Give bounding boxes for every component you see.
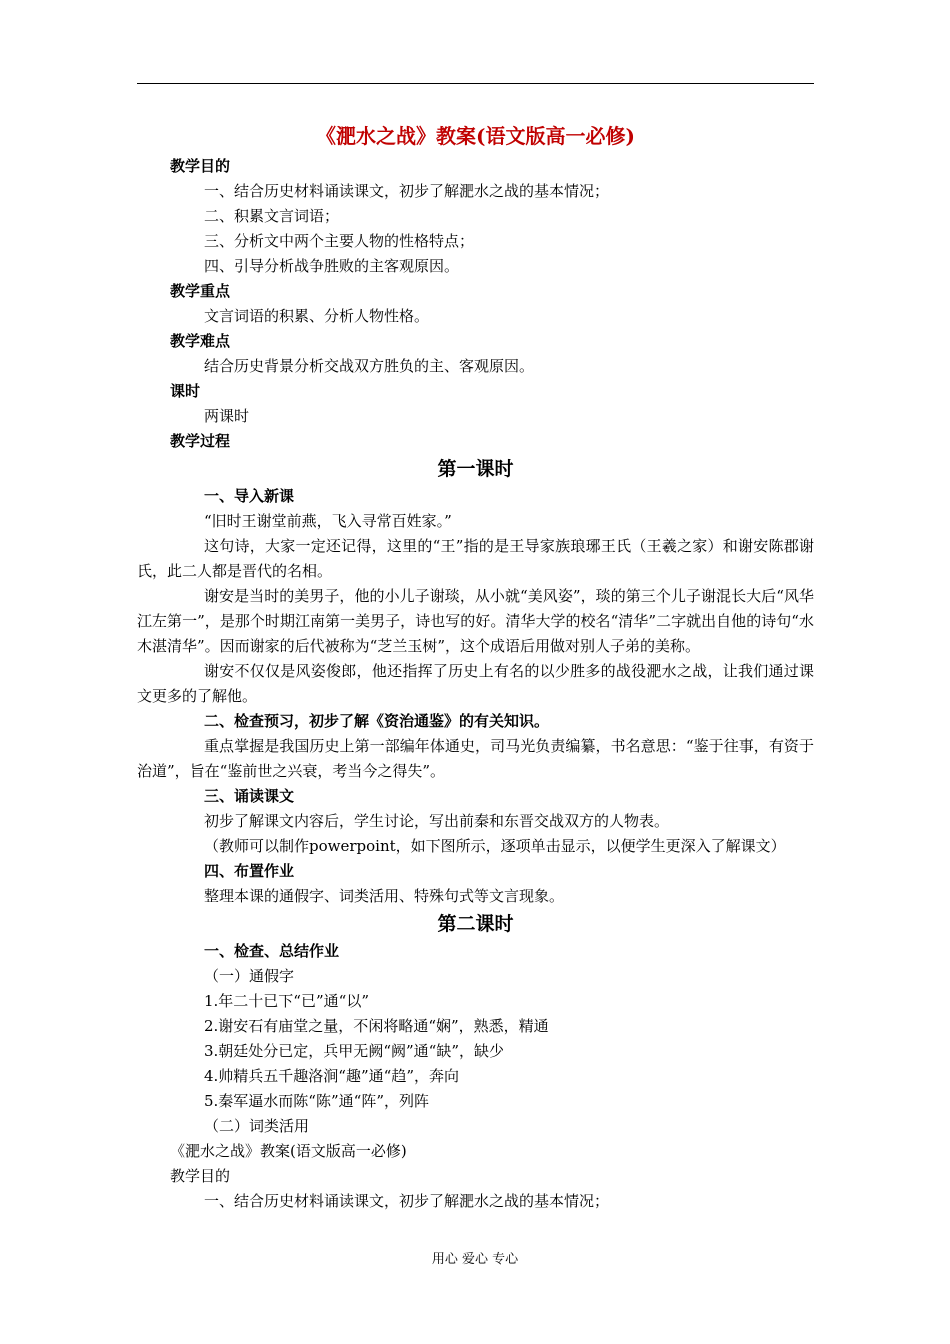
lesson2-item: 4.帅精兵五千趣洛涧“趣”通“趋”，奔向 (204, 1067, 459, 1085)
lesson1-title: 第一课时 (437, 458, 514, 480)
document-body (137, 118, 814, 1214)
objective-item: 二、积累文言词语； (204, 207, 340, 225)
lesson2-item: 2.谢安石有庙堂之量，不闲将略通“娴”，熟悉，精通 (204, 1017, 549, 1035)
lesson1-section3-heading: 三、诵读课文 (204, 787, 295, 805)
lesson2-subheading: （二）词类活用 (204, 1117, 310, 1135)
lesson1-paragraph: 这句诗，大家一定还记得，这里的“王”指的是王导家族琅琊王氏（王羲之家）和谢安陈郡谢氏，此二人都是晋代的名相。 (137, 537, 814, 580)
page-footer: 用心 爱心 专心 (431, 1252, 519, 1267)
repeat-line: 一、结合历史材料诵读课文，初步了解淝水之战的基本情况； (204, 1192, 610, 1210)
lesson1-line: （教师可以制作powerpoint，如下图所示，逐项单击显示，以便学生更深入了解课文） (204, 837, 786, 855)
lesson1-paragraph: 重点掌握是我国历史上第一部编年体通史，司马光负责编纂，书名意思：“鉴于往事，有资于治道”，旨在“鉴前世之兴衰，考当今之得失”。 (137, 737, 814, 780)
lesson2-item: 5.秦军逼水而陈“陈”通“阵”，列阵 (204, 1092, 429, 1110)
repeat-title: 《淝水之战》教案(语文版高一必修) (170, 1142, 407, 1160)
lesson2-item: 3.朝廷处分已定，兵甲无阙“阙”通“缺”，缺少 (204, 1042, 504, 1060)
lesson1-section2-heading: 二、检查预习，初步了解《资治通鉴》的有关知识。 (204, 712, 550, 730)
objectives-heading: 教学目的 (170, 157, 231, 175)
lesson1-section4-heading: 四、布置作业 (204, 862, 295, 880)
repeat-heading: 教学目的 (170, 1167, 231, 1185)
lesson1-quote: “旧时王谢堂前燕，飞入寻常百姓家。” (204, 512, 452, 530)
process-heading: 教学过程 (170, 432, 231, 450)
lesson2-item: 1.年二十已下“已”通“以” (204, 992, 369, 1010)
difficulties-text: 结合历史背景分析交战双方胜负的主、客观原因。 (204, 357, 535, 375)
document-title: 《淝水之战》教案(语文版高一必修) (316, 124, 635, 148)
lesson2-title: 第二课时 (437, 913, 514, 935)
objective-item: 四、引导分析战争胜败的主客观原因。 (204, 257, 460, 275)
lesson2-subheading: （一）通假字 (204, 967, 295, 985)
lesson1-line: 整理本课的通假字、词类活用、特殊句式等文言现象。 (204, 887, 565, 905)
key-points-text: 文言词语的积累、分析人物性格。 (204, 307, 430, 325)
objective-item: 三、分析文中两个主要人物的性格特点； (204, 232, 475, 250)
header-rule (137, 83, 814, 84)
objective-item: 一、结合历史材料诵读课文，初步了解淝水之战的基本情况； (204, 182, 610, 200)
lesson1-paragraph: 谢安是当时的美男子，他的小儿子谢琰，从小就“美风姿”，琰的第三个儿子谢混长大后“风华江左第一”，是那个时期江南第一美男子，诗也写的好。清华大学的校名“清华”二字就出自他的诗句“水木湛清华”。因而谢家的后代被称为“芝兰玉树”，这个成语后用做对别人子弟的美称。 (137, 587, 814, 655)
key-points-heading: 教学重点 (170, 282, 231, 300)
difficulties-heading: 教学难点 (170, 332, 231, 350)
lesson1-section1-heading: 一、导入新课 (204, 487, 295, 505)
hours-heading: 课时 (170, 382, 201, 400)
hours-text: 两课时 (204, 407, 250, 425)
lesson1-line: 初步了解课文内容后，学生讨论，写出前秦和东晋交战双方的人物表。 (204, 812, 670, 830)
lesson1-paragraph: 谢安不仅仅是风姿俊郎，他还指挥了历史上有名的以少胜多的战役淝水之战，让我们通过课文更多的了解他。 (137, 662, 814, 705)
lesson2-section1-heading: 一、检查、总结作业 (204, 942, 340, 960)
